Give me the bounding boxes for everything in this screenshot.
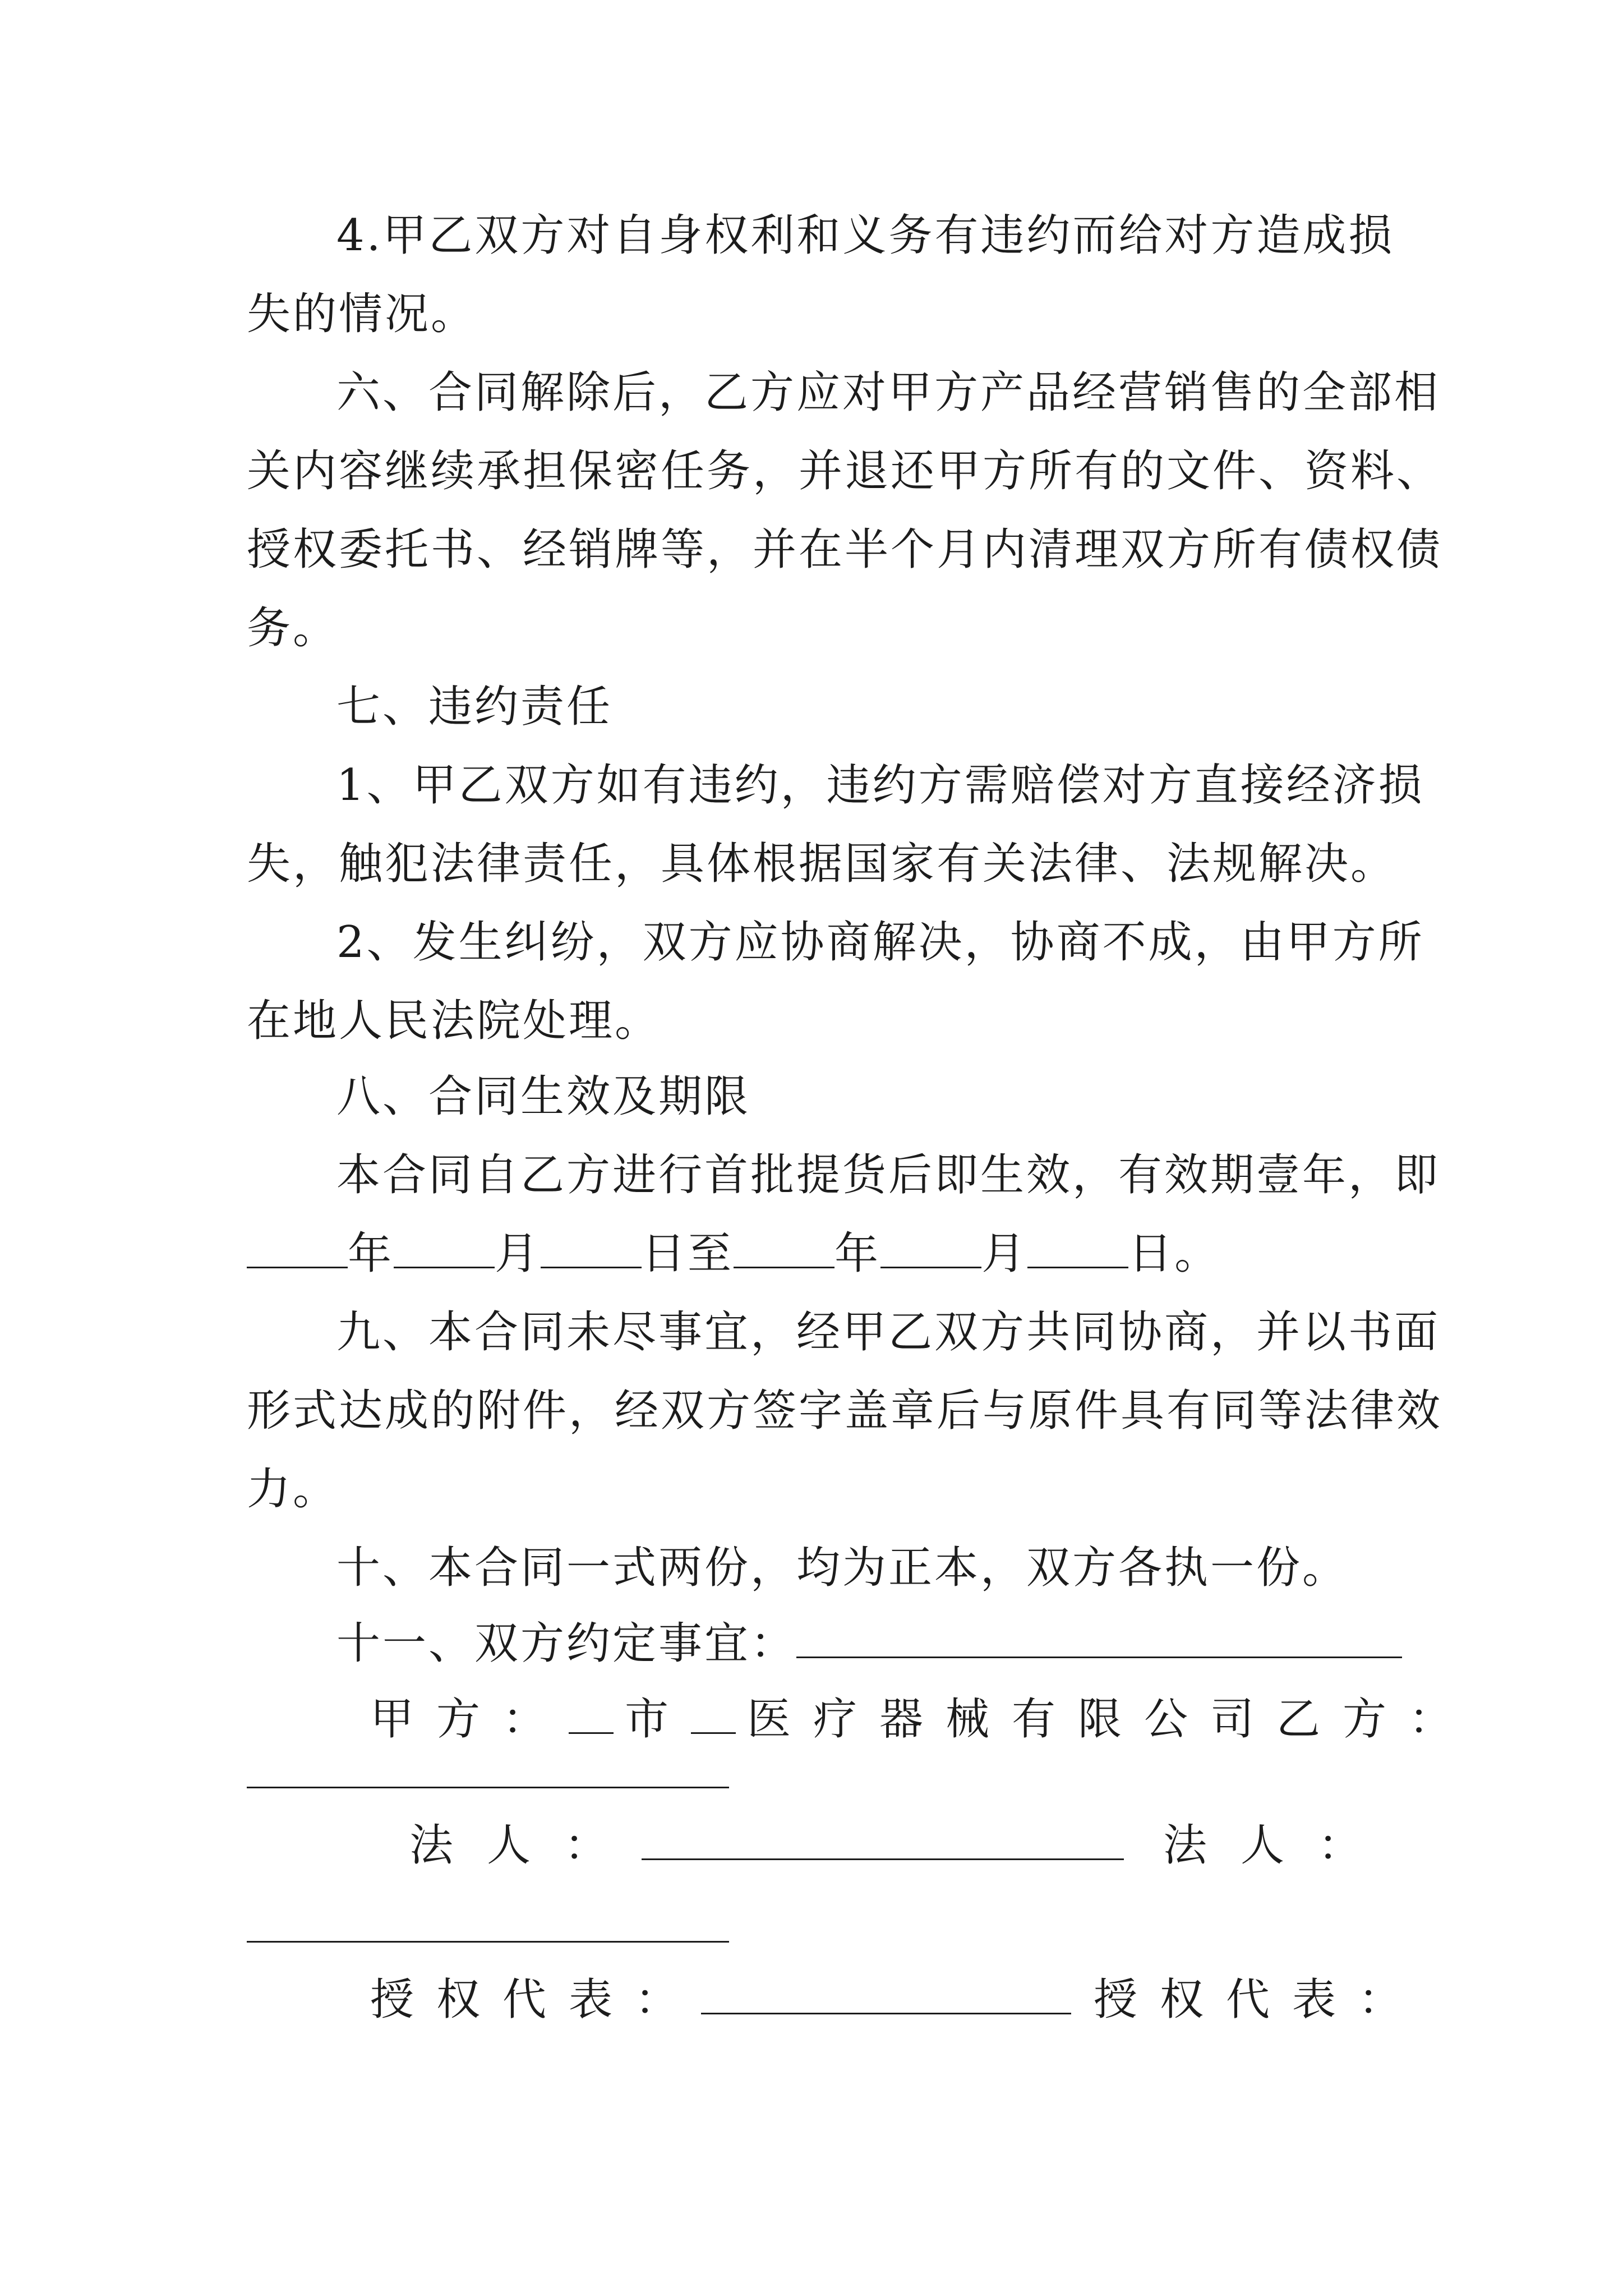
- section-7-item-1-line-1: 1、甲乙双方如有违约，违约方需赔偿对方直接经济损: [336, 760, 1424, 811]
- section-7-item-2-line-2: 在地人民法院处理。: [247, 996, 661, 1046]
- rep-a-label: 授权代表：: [370, 1975, 702, 2025]
- end-year-label: 年: [834, 1228, 881, 1279]
- start-year-blank[interactable]: [247, 1227, 348, 1268]
- clause-4-line-2: 失的情况。: [247, 289, 477, 339]
- section-11-label: 十一、双方约定事宜：: [336, 1618, 797, 1669]
- section-8-line-1: 本合同自乙方进行首批提货后即生效，有效期壹年，即: [336, 1150, 1441, 1200]
- party-b-name-blank[interactable]: [247, 1787, 729, 1788]
- start-month-label: 月: [495, 1228, 541, 1279]
- rep-b-label: 授权代表：: [1094, 1975, 1425, 2025]
- section-11-line: [336, 1616, 1380, 1672]
- legal-b-label: 法人：: [1163, 1820, 1396, 1871]
- end-year-blank[interactable]: [734, 1227, 834, 1268]
- party-a-label: 甲方：: [370, 1694, 569, 1745]
- company-prefix-blank[interactable]: [691, 1693, 736, 1734]
- end-day-blank[interactable]: [1027, 1227, 1128, 1268]
- section-9-line-2: 形式达成的附件，经双方签字盖章后与原件具有同等法律效: [247, 1386, 1443, 1436]
- legal-b-blank[interactable]: [247, 1941, 729, 1943]
- start-day-to-label: 日至: [642, 1228, 734, 1279]
- authorized-rep-line: [370, 1972, 1425, 2028]
- section-10: 十、本合同一式两份，均为正本，双方各执一份。: [336, 1543, 1349, 1593]
- party-a-line: [370, 1691, 1476, 1747]
- start-year-label: 年: [348, 1228, 394, 1279]
- party-a-company: 医疗器械有限公司: [747, 1694, 1277, 1745]
- legal-person-line: [409, 1818, 1396, 1874]
- section-7-item-2-line-1: 2、发生纠纷，双方应协商解决，协商不成，由甲方所: [336, 917, 1424, 968]
- clause-6-line-3: 授权委托书、经销牌等，并在半个月内清理双方所有债权债: [247, 524, 1443, 575]
- legal-a-label: 法人：: [409, 1820, 642, 1871]
- rep-a-blank[interactable]: [701, 1973, 1071, 2014]
- party-a-city: 市: [625, 1694, 691, 1745]
- agreed-matters-blank[interactable]: [796, 1617, 1402, 1658]
- clause-6-line-1: 六、合同解除后，乙方应对甲方产品经营销售的全部相: [336, 367, 1441, 418]
- clause-6-line-2: 关内容继续承担保密任务，并退还甲方所有的文件、资料、: [247, 446, 1443, 496]
- section-7-item-1-line-2: 失，触犯法律责任，具体根据国家有关法律、法规解决。: [247, 839, 1397, 889]
- section-9-line-3: 力。: [247, 1464, 339, 1515]
- section-8-title: 八、合同生效及期限: [336, 1071, 751, 1122]
- end-month-label: 月: [981, 1228, 1028, 1279]
- city-blank[interactable]: [569, 1693, 614, 1734]
- section-8-date-line: [247, 1226, 1380, 1282]
- start-month-blank[interactable]: [394, 1227, 495, 1268]
- end-month-blank[interactable]: [880, 1227, 981, 1268]
- clause-4-line-1: 4.甲乙双方对自身权利和义务有违约而给对方造成损: [336, 210, 1395, 261]
- section-9-line-1: 九、本合同未尽事宜，经甲乙双方共同协商，并以书面: [336, 1307, 1441, 1358]
- start-day-blank[interactable]: [541, 1227, 642, 1268]
- legal-a-blank[interactable]: [642, 1819, 1124, 1860]
- section-7-title: 七、违约责任: [336, 682, 613, 732]
- end-day-label: 日。: [1128, 1228, 1221, 1279]
- party-b-label: 乙方：: [1276, 1694, 1476, 1745]
- clause-6-line-4: 务。: [247, 603, 339, 654]
